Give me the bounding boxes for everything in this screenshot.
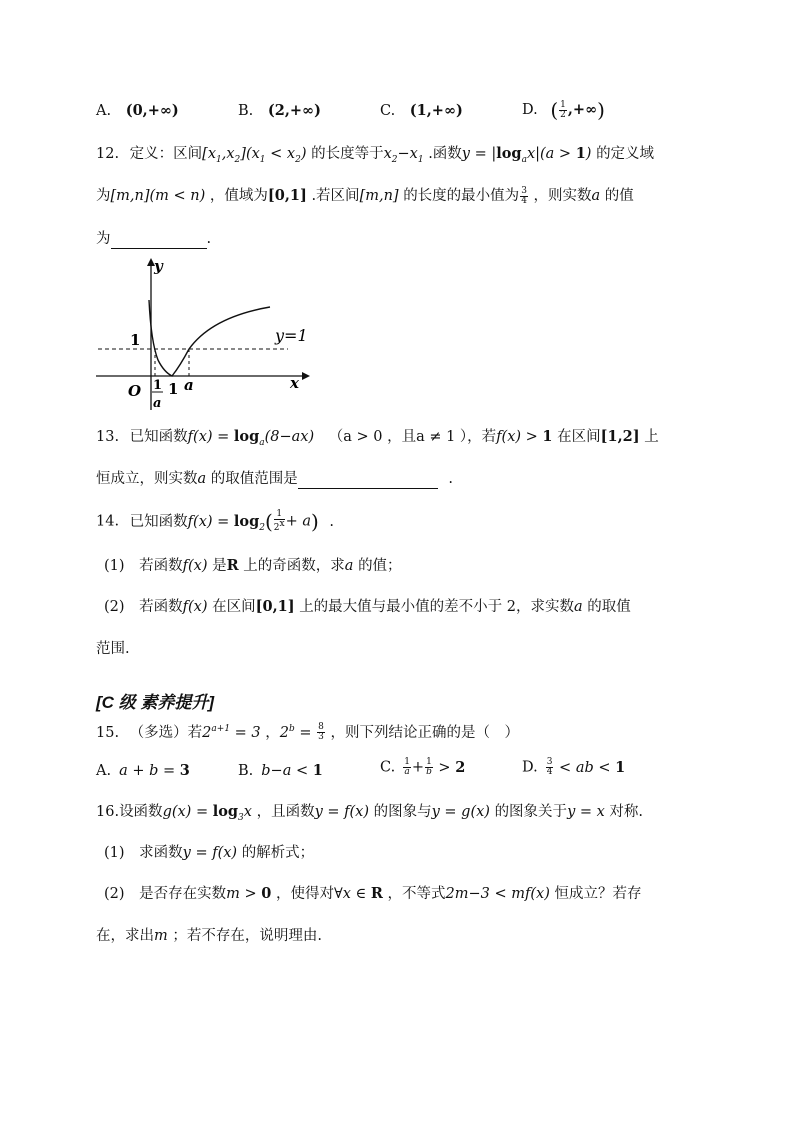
q15-option-d: D. $\frac{3}{4}$ < ab < 1 bbox=[522, 757, 626, 777]
q15-option-b: B. b−a < 1 bbox=[238, 762, 323, 779]
answer-blank[interactable] bbox=[111, 234, 207, 249]
q16-part1: (1) 求函数y = f(x) 的解析式； bbox=[104, 845, 315, 861]
q12-line3: 为 . bbox=[96, 231, 212, 247]
a-label: a bbox=[184, 376, 194, 394]
q16-part2: (2) 是否存在实数m > 0 ，使得对∀x ∈ R ，不等式2m−3 < mf(x) 恒成立？若存 bbox=[104, 885, 642, 902]
function-graph bbox=[92, 254, 312, 414]
x-label: x bbox=[290, 374, 299, 392]
y-label: y bbox=[154, 257, 163, 275]
option-c: C. (1,+∞) bbox=[380, 102, 463, 119]
q14-part2: (2) 若函数f(x) 在区间[0,1] 上的最大值与最小值的差不小于 2，求实数a 的取值 bbox=[104, 598, 631, 615]
x-one-label: 1 bbox=[168, 380, 179, 398]
q16-part2-line2: 在，求出m ；若不存在，说明理由. bbox=[96, 928, 322, 944]
q15-option-a: A. a + b = 3 bbox=[96, 762, 190, 779]
y-one-label: 1 bbox=[130, 331, 141, 349]
option-a: A. (0,+∞) bbox=[96, 102, 179, 119]
q15-line1: 15. （多选）若$2^{a+1} = 3$ ，$2^b$ = $\frac{8}{3}$ ，则下列结论正确的是（ ） bbox=[96, 722, 519, 743]
q15-option-c: C. $\frac{1}{a}$ + $\frac{1}{b}$ > 2 bbox=[380, 757, 466, 777]
inv-a-den: a bbox=[153, 396, 162, 411]
q12-line1: 12. 定义：区间$[x_1,x_2](x_1 < x_2)$ 的长度等于$x_2-x_1$ .函数$y = |\log_ax|(a > 1)$ 的定义域 bbox=[96, 145, 655, 165]
q13-line1: 13. 已知函数$f(x) = \log_a(8-ax) (a > 0$ ，且a ≠ 1 ），若f(x) > 1 在区间[1,2] 上 bbox=[96, 428, 659, 448]
origin-label: O bbox=[128, 382, 142, 400]
q14-line1: 14. 已知函数$f(x) = \log_2$( $\frac{1}{2^x}$ + a) . bbox=[96, 509, 335, 534]
section-title: [C 级 素养提升] bbox=[96, 693, 215, 712]
inv-a-num: 1 bbox=[153, 378, 163, 393]
log-curve bbox=[149, 300, 270, 376]
q12-line2: 为[m,n](m < n) ，值域为[0,1] .若区间[m,n] 的长度的最小值为 $\frac{3}{4}$ ，则实数a 的值 bbox=[96, 185, 634, 206]
q14-part2-line2: 范围. bbox=[96, 641, 130, 657]
q14-part1: (1) 若函数f(x) 是R 上的奇函数，求a 的值； bbox=[104, 557, 402, 574]
option-d: D. ( $\frac{1}{2}$ ,+∞) bbox=[522, 98, 605, 122]
y-eq-1-label: y=1 bbox=[275, 326, 308, 345]
x-arrow-icon bbox=[302, 372, 310, 380]
q13-line2: 恒成立，则实数a 的取值范围是 . bbox=[96, 471, 453, 487]
answer-blank[interactable] bbox=[298, 474, 438, 489]
q16-line1: 16.设函数$g(x) = \log_3x$ ，且函数y = f(x) 的图象与y = g(x) 的图象关于y = x 对称. bbox=[96, 803, 644, 823]
option-b: B. (2,+∞) bbox=[238, 102, 321, 119]
